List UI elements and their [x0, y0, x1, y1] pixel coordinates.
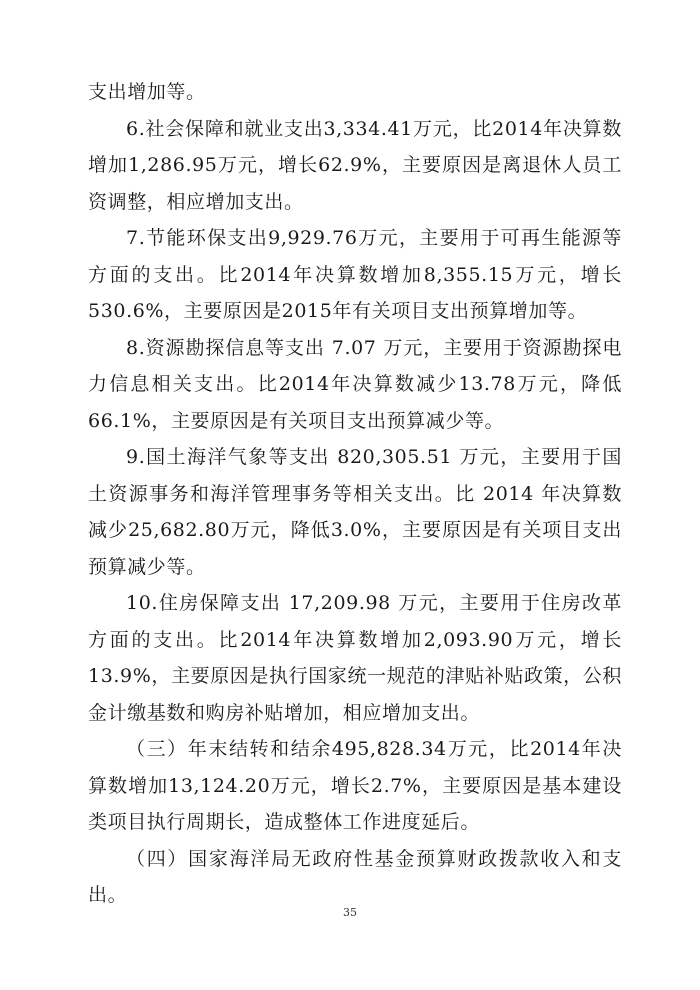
paragraph-year-end-balance: （三）年末结转和结余495,828.34万元，比2014年决算数增加13,124.20万元，增长2.7%，主要原因是基本建设类项目执行周期长，造成整体工作进度延后。 [88, 738, 622, 833]
page-number: 35 [343, 906, 357, 919]
paragraph-resource-exploration: 8.资源勘探信息等支出 7.07 万元，主要用于资源勘探电力信息相关支出。比2014年决算数减少13.78万元，降低66.1%，主要原因是有关项目支出预算减少等。 [88, 336, 622, 432]
paragraph-government-fund: （四）国家海洋局无政府性基金预算财政拨款收入和支出。 [88, 847, 622, 906]
paragraph-continuation: 支出增加等。 [88, 81, 206, 103]
paragraph-housing: 10.住房保障支出 17,209.98 万元，主要用于住房改革方面的支出。比2014年决算数增加2,093.90万元，增长13.9%，主要原因是执行国家统一规范的津贴补贴政策，公积金计缴基数和购房补贴增加，相应增加支出。 [88, 592, 622, 724]
document-body [88, 74, 622, 914]
paragraph-energy-environment: 7.节能环保支出9,929.76万元，主要用于可再生能源等方面的支出。比2014年决算数增加8,355.15万元，增长530.6%，主要原因是2015年有关项目支出预算增加等。 [88, 227, 622, 322]
paragraph-social-security: 6.社会保障和就业支出3,334.41万元，比2014年决算数增加1,286.95万元，增长62.9%，主要原因是离退休人员工资调整，相应增加支出。 [88, 117, 622, 213]
paragraph-land-ocean-weather: 9.国土海洋气象等支出 820,305.51 万元，主要用于国土资源事务和海洋管理事务等相关支出。比 2014 年决算数减少25,682.80万元，降低3.0%，主要原因是有关项目支出预算减少等。 [88, 446, 622, 578]
